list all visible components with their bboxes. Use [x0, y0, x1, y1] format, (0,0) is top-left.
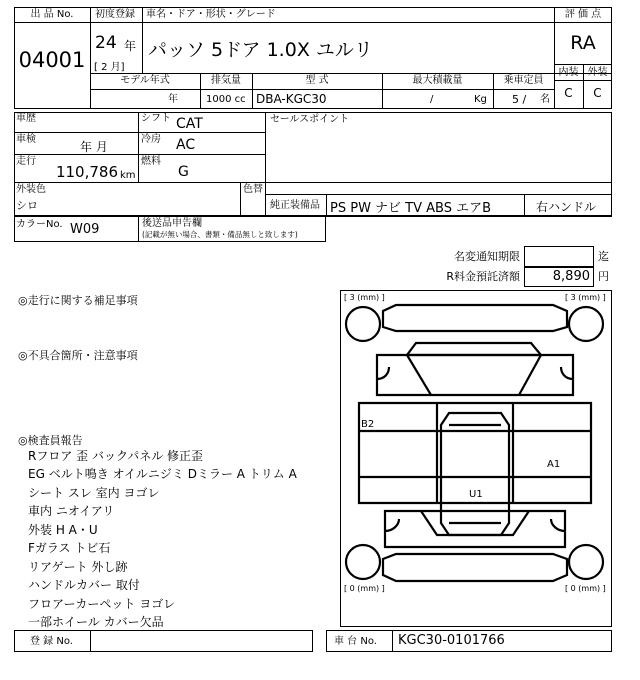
body-sides — [359, 403, 591, 503]
recycle-fee-unit: 円 — [598, 270, 609, 283]
max-load-unit: Kg — [474, 94, 487, 105]
divider — [392, 630, 393, 652]
inspector-report-line: EG ベルト鳴き オイルニジミ Dミラー A トリム A — [28, 467, 297, 481]
inspector-report-line: ハンドルカバー 取付 — [28, 578, 140, 592]
displacement: 1000 cc — [206, 94, 246, 105]
car-diagram — [340, 290, 612, 627]
divider — [90, 73, 612, 74]
overall-grade: RA — [570, 32, 596, 54]
inspector-report-label: ◎検査員報告 — [18, 434, 83, 447]
repaint-label: 色替 — [243, 184, 263, 195]
tread-rear-left: [ 0 (mm) ] — [344, 584, 385, 593]
capacity-unit: 名 — [540, 94, 550, 105]
shift-type: CAT — [176, 116, 203, 132]
inspector-report-line: シート スレ 室内 ヨゴレ — [28, 486, 160, 500]
front-bumper — [383, 305, 567, 331]
equipment: PS PW ナビ TV ABS エアB — [330, 201, 492, 216]
divider — [90, 89, 554, 90]
registration-number-label: 登 録 No. — [30, 636, 73, 647]
grade-label: 評 価 点 — [564, 9, 602, 20]
max-load-label: 最大積載量 — [412, 75, 463, 86]
damage-mark-u1: U1 — [469, 489, 483, 500]
tread-front-left: [ 3 (mm) ] — [344, 293, 385, 302]
inspector-report-line: Rフロア 歪 バックパネル 修正歪 — [28, 449, 204, 463]
exterior-grade-label: 外装 — [587, 67, 608, 78]
sales-point-label: セールスポイント — [270, 114, 350, 125]
steering-side: 右ハンドル — [536, 200, 597, 214]
divider — [90, 630, 91, 652]
fuel-label: 燃料 — [141, 156, 161, 167]
damage-mark-b2: B2 — [361, 419, 375, 430]
wheel-front-left — [346, 307, 380, 341]
name-change-deadline-box — [524, 246, 594, 267]
inspector-report-line: 外装 H A・U — [28, 523, 98, 537]
documents-note: (記載が無い場合、書類・備品無しと致します) — [142, 230, 298, 239]
interior-grade-label: 内装 — [558, 67, 579, 78]
divider — [138, 112, 139, 182]
running-notes-label: ◎走行に関する補足事項 — [18, 294, 138, 307]
mileage-unit: km — [120, 170, 136, 181]
divider — [524, 194, 525, 216]
inspection-expiry: 年 月 — [80, 140, 108, 154]
divider — [14, 132, 265, 133]
mileage-label: 走行 — [16, 156, 36, 167]
divider — [14, 154, 265, 155]
defect-notes-label: ◎不具合箇所・注意事項 — [18, 349, 138, 362]
exterior-color: シロ — [16, 199, 38, 212]
lot-number-label: 出 品 No. — [30, 9, 74, 20]
mileage: 110,786 — [55, 163, 118, 181]
inspector-report-line: リアゲート 外し跡 — [28, 560, 128, 574]
divider — [138, 216, 139, 242]
rear-bumper — [383, 554, 567, 581]
divider — [265, 194, 612, 195]
lot-number: 04001 — [18, 48, 86, 72]
recycle-fee-amount: 8,890 — [552, 269, 590, 284]
wheel-front-right — [569, 307, 603, 341]
divider — [14, 22, 90, 23]
first-registration-month: [ 2 月] — [94, 62, 125, 73]
inspector-report-line: フロアーカーペット ヨゴレ — [28, 597, 176, 611]
model-code-label: 型 式 — [305, 75, 329, 86]
damage-mark-a1: A1 — [547, 459, 561, 470]
ac-label: 冷房 — [141, 134, 161, 145]
interior-grade: C — [564, 86, 573, 100]
inspector-report-line: 車内 ニオイアリ — [28, 504, 115, 518]
exterior-grade: C — [593, 86, 602, 100]
color-number: W09 — [70, 222, 100, 237]
recycle-fee-label: R料金預託済額 — [446, 270, 520, 283]
divider — [554, 22, 612, 23]
fuel-type: G — [178, 164, 189, 180]
displacement-label: 排気量 — [211, 75, 241, 86]
divider — [326, 194, 327, 216]
inspector-report-line: Fガラス トビ石 — [28, 541, 111, 555]
divider — [265, 112, 266, 216]
first-registration-year: 24 — [95, 33, 117, 53]
color-number-label: カラーNo. — [16, 219, 63, 230]
divider — [240, 182, 241, 216]
exterior-color-label: 外装色 — [16, 184, 46, 195]
tread-front-right: [ 3 (mm) ] — [565, 293, 606, 302]
equipment-label: 純正装備品 — [270, 200, 320, 211]
divider — [142, 7, 143, 73]
tread-rear-right: [ 0 (mm) ] — [565, 584, 606, 593]
name-change-deadline-label: 名変通知期限 — [454, 250, 520, 263]
chassis-number: KGC30-0101766 — [398, 633, 505, 648]
divider — [90, 22, 554, 23]
wheel-rear-left — [346, 545, 380, 579]
capacity: 5 / — [512, 93, 527, 106]
name-change-deadline-unit: 迄 — [598, 250, 609, 263]
model-code: DBA-KGC30 — [256, 92, 327, 106]
rear-view — [385, 511, 565, 547]
equipment-frame — [14, 182, 612, 183]
chassis-number-label: 車 台 No. — [334, 636, 377, 647]
car-name: パッソ 5ドア 1.0X ユルリ — [148, 39, 373, 61]
shift-label: シフト — [141, 113, 171, 124]
year-unit: 年 — [124, 39, 137, 53]
car-name-label: 車名・ドア・形状・グレード — [146, 9, 276, 20]
capacity-label: 乗車定員 — [503, 75, 544, 86]
model-year-label: モデル年式 — [120, 75, 170, 86]
car-outline — [341, 291, 611, 626]
first-registration-label: 初度登録 — [95, 9, 135, 20]
wheel-rear-right — [569, 545, 603, 579]
inspection-label: 車検 — [16, 134, 36, 145]
inspector-report-line: 一部ホイール カバー欠品 — [28, 615, 164, 629]
documents-label: 後送品申告欄 — [142, 218, 202, 229]
history-label: 車歴 — [16, 113, 36, 124]
max-load-slash: / — [430, 94, 434, 105]
air-conditioning: AC — [176, 137, 196, 153]
front-view — [377, 355, 573, 395]
model-year-unit: 年 — [168, 94, 178, 105]
